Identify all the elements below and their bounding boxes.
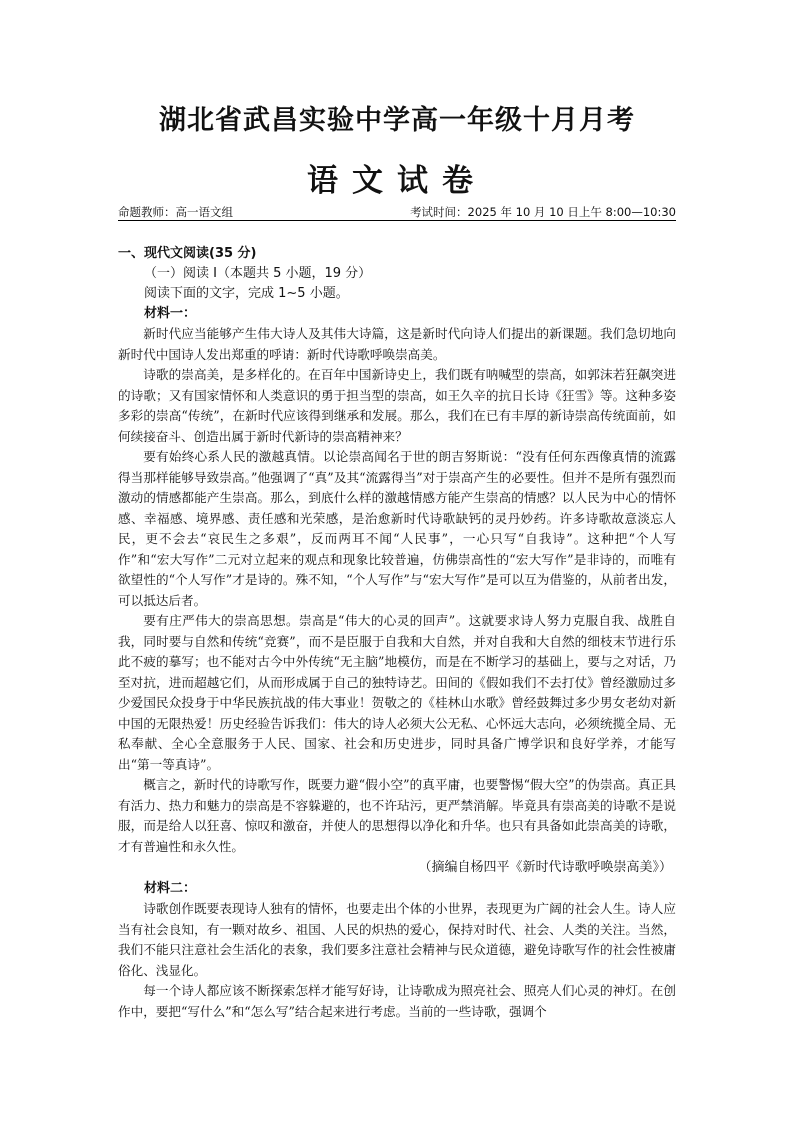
material-one-source: （摘编自杨四平《新时代诗歌呼唤崇高美》） [418, 860, 672, 875]
material-one-paragraph: 新时代应当能够产生伟大诗人及其伟大诗篇，这是新时代向诗人们提出的新课题。我们急切地向新时代中国诗人发出郑重的呼请：新时代诗歌呼唤崇高美。 [118, 326, 676, 362]
question-setter: 命题教师：高一语文组 [118, 205, 233, 219]
material-one-paragraph: 概言之，新时代的诗歌写作，既要力避“假小空”的真平庸，也要警惕“假大空”的伪崇高。真正具有活力、热力和魅力的崇高是不容躲避的，也不许玷污，更严禁消解。毕竟具有崇高美的诗歌不是说服，而是给人以狂喜、惊叹和激奋，并使人的思想得以净化和升华。也只有具备如此崇高美的诗歌，才有普遍性和永久性。 [118, 777, 676, 854]
material-one-paragraph: 要有始终心系人民的激越真情。以论崇高闻名于世的朗吉努斯说：“没有任何东西像真情的流露得当那样能够导致崇高。”他强调了“真”及其“流露得当”对于崇高产生的必要性。但并不是所有强烈而激动的情感都能产生崇高。那么，到底什么样的激越情感方能产生崇高的情感？以人民为中心的情怀感、幸福感、境界感、责任感和光荣感，是治愈新时代诗歌缺钙的灵丹妙药。许多诗歌故意淡忘人民，更不会去“哀民生之多艰”，反而两耳不闻“人民事”，一心只写“自我诗”。这种把“个人写作”和“宏大写作”二元对立起来的观点和现象比较普遍，仿佛崇高性的“宏大写作”是非诗的，而唯有欲望性的“个人写作”才是诗的。殊不知，“个人写作”与“宏大写作”是可以互为借鉴的，从前者出发，可以抵达后者。 [118, 449, 676, 608]
material-one-paragraph: 诗歌的崇高美，是多样化的。在百年中国新诗史上，我们既有呐喊型的崇高，如郭沫若狂飙突进的诗歌；又有国家情怀和人类意识的勇于担当型的崇高，如王久辛的抗日长诗《狂雪》等。这种多姿多彩的崇高“传统”，在新时代应该得到继承和发展。那么，我们在已有丰厚的新诗崇高传统面前，如何续接奋斗、创造出属于新时代新诗的崇高精神来？ [118, 367, 676, 444]
exam-content [118, 244, 676, 1022]
material-two-paragraph: 诗歌创作既要表现诗人独有的情怀，也要走出个体的小世界，表现更为广阔的社会人生。诗人应当有社会良知，有一颗对故乡、祖国、人民的炽热的爱心，保持对时代、社会、人类的关注。当然，我们不能只注意社会生活化的表象，我们要多注意社会精神与民众道德，避免诗歌写作的社会性被庸俗化、浅显化。 [118, 901, 676, 978]
material-one-label: 材料一： [144, 306, 197, 321]
subject-title: 语文试卷 [307, 163, 487, 199]
school-title: 湖北省武昌实验中学高一年级十月月考 [159, 105, 635, 136]
exam-meta-row [118, 202, 676, 221]
material-two-label: 材料二： [144, 881, 197, 896]
material-one-paragraph: 要有庄严伟大的崇高思想。崇高是“伟大的心灵的回声”。这就要求诗人努力克服自我、战胜自我，同时要与自然和传统“竞赛”，而不是臣服于自我和大自然，并对自我和大自然的细枝末节进行乐此不疲的摹写；也不能对古今中外传统“无主脑”地模仿，而是在不断学习的基础上，要与之对话，乃至对抗，进而超越它们，从而形成属于自己的独特诗艺。田间的《假如我们不去打仗》曾经激励过多少爱国民众投身于中华民族抗战的伟大事业！贺敬之的《桂林山水歌》曾经鼓舞过多少男女老幼对新中国的无限热爱！历史经验告诉我们：伟大的诗人必须大公无私、心怀远大志向，必须统揽全局、无私奉献、全心全意服务于人民、国家、社会和历史进步，同时具备广博学识和良好学养，才能写出“第一等真诗”。 [118, 613, 676, 772]
exam-time: 考试时间：2025 年 10 月 10 日上午 8:00—10:30 [410, 205, 676, 219]
part-heading: （一）阅读 I（本题共 5 小题，19 分） [144, 266, 372, 281]
section-heading: 一、现代文阅读(35 分) [118, 246, 257, 261]
instruction: 阅读下面的文字，完成 1~5 小题。 [144, 286, 349, 301]
material-two-paragraph: 每一个诗人都应该不断探索怎样才能写好诗，让诗歌成为照亮社会、照亮人们心灵的神灯。在创作中，要把“写什么”和“怎么写”结合起来进行考虑。当前的一些诗歌，强调个 [118, 983, 676, 1019]
